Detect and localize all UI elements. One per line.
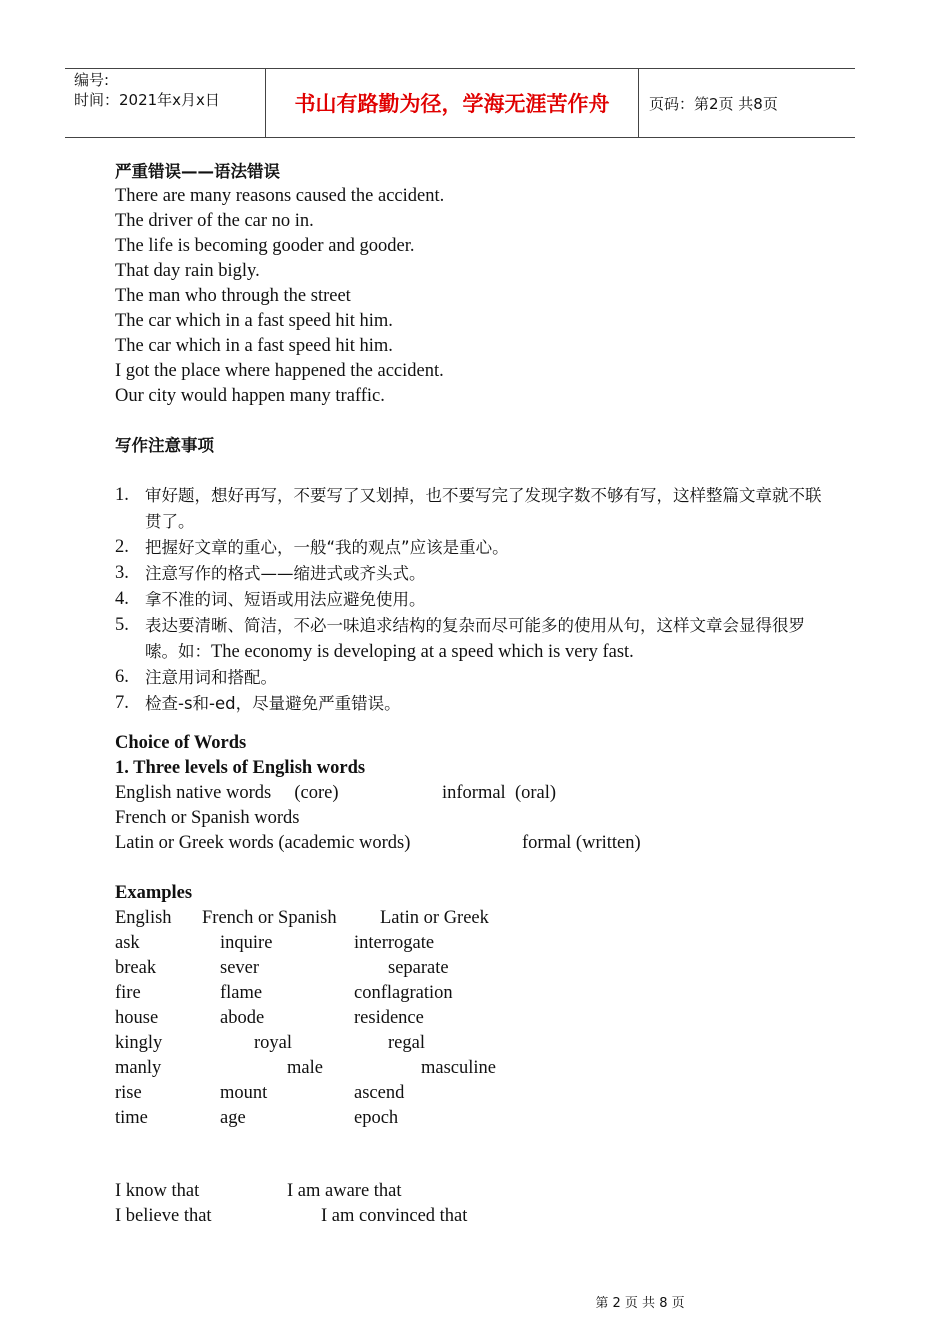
item-text: 注意写作的格式——缩进式或齐头式。 [145,564,426,583]
item-text: 拿不准的词、短语或用法应避免使用。 [145,590,426,609]
level-left: French or Spanish words [115,808,300,828]
english-word: manly [115,1058,162,1078]
serial-label: 编号: [74,71,110,89]
example-row [115,1031,815,1056]
grammar-line: There are many reasons caused the accident. [115,186,445,206]
item-number: 2. [115,537,129,557]
page-footer: 第 2 页 共 8 页 [595,1296,685,1311]
plain-phrase: I believe that [115,1206,212,1226]
column-header: French or Spanish [202,908,337,928]
example-row [115,931,815,956]
example-row [115,956,815,981]
english-word: time [115,1108,148,1128]
list-item [115,483,835,535]
level-row [115,831,815,856]
english-word: break [115,958,157,978]
latin-greek-word: regal [388,1033,425,1053]
item-number: 5. [115,615,129,635]
item-number: 7. [115,693,129,713]
english-word: rise [115,1083,142,1103]
latin-greek-word: conflagration [354,983,453,1003]
page-header [65,68,855,138]
french-spanish-word: age [220,1108,246,1128]
item-number: 4. [115,589,129,609]
english-word: ask [115,933,140,953]
item-number: 6. [115,667,129,687]
example-row [115,1006,815,1031]
phrases-section [115,1179,815,1229]
examples-header-row [115,906,815,931]
grammar-line: Our city would happen many traffic. [115,386,385,406]
english-word: fire [115,983,141,1003]
latin-greek-word: interrogate [354,933,435,953]
examples-section [115,881,815,1131]
list-item [115,691,835,717]
latin-greek-word: masculine [421,1058,497,1078]
french-spanish-word: male [287,1058,323,1078]
header-info-cell [65,69,266,137]
grammar-line: The driver of the car no in. [115,211,314,231]
list-item [115,561,835,587]
examples-title: Examples [115,883,193,903]
grammar-line: That day rain bigly. [115,261,260,281]
choice-subtitle: 1. Three levels of English words [115,758,366,778]
choice-title: Choice of Words [115,733,247,753]
french-spanish-word: flame [220,983,263,1003]
level-row [115,781,815,806]
latin-greek-word: separate [388,958,449,978]
item-text: 检查-s和-ed，尽量避免严重错误。 [145,694,401,713]
grammar-line: The car which in a fast speed hit him. [115,311,393,331]
item-text [145,616,805,661]
example-row [115,981,815,1006]
french-spanish-word: mount [220,1083,268,1103]
level-left: English native words (core) [115,783,339,803]
grammar-line: The car which in a fast speed hit him. [115,336,393,356]
phrase-row [115,1179,815,1204]
latin-greek-word: ascend [354,1083,405,1103]
item-example-sentence: The economy is developing at a speed which is very fast. [211,642,634,662]
grammar-line: The man who through the street [115,286,351,306]
level-right: informal (oral) [442,783,557,803]
time-label: 时间：2021年x月x日 [74,91,220,109]
french-spanish-word: sever [220,958,260,978]
column-header: Latin or Greek [380,908,489,928]
example-row [115,1056,815,1081]
item-number: 1. [115,485,129,505]
latin-greek-word: epoch [354,1108,399,1128]
example-row [115,1106,815,1131]
item-text: 审好题，想好再写，不要写了又划掉，也不要写完了发现字数不够有写，这样整篇文章就不联贯了。 [145,486,822,531]
header-motto: 书山有路勤为径，学海无涯苦作舟 [266,69,639,137]
level-right: formal (written) [522,833,641,853]
grammar-section-title: 严重错误——语法错误 [115,162,280,181]
item-text: 把握好文章的重心，一般“我的观点”应该是重心。 [145,538,509,557]
item-text: 注意用词和搭配。 [145,668,277,687]
notes-list [115,483,835,717]
formal-phrase: I am aware that [287,1181,402,1201]
example-row [115,1081,815,1106]
header-page-info: 页码：第2页 共8页 [649,94,778,113]
formal-phrase: I am convinced that [321,1206,468,1226]
item-text-zh: 表达要清晰、简洁，不必一味追求结构的复杂而尽可能多的使用从句，这样文章会显得很罗嗦。如： [145,616,805,661]
column-header: English [115,908,172,928]
english-word: kingly [115,1033,163,1053]
list-item [115,587,835,613]
grammar-errors-section [115,159,444,409]
french-spanish-word: abode [220,1008,265,1028]
list-item [115,535,835,561]
level-left: Latin or Greek words (academic words) [115,833,411,853]
french-spanish-word: inquire [220,933,273,953]
phrase-row [115,1204,815,1229]
grammar-line: I got the place where happened the accident. [115,361,444,381]
level-row [115,806,815,831]
item-number: 3. [115,563,129,583]
list-item [115,665,835,691]
french-spanish-word: royal [254,1033,293,1053]
latin-greek-word: residence [354,1008,424,1028]
list-item [115,613,835,665]
notes-section-title: 写作注意事项 [115,436,214,455]
choice-of-words-section [115,731,815,856]
plain-phrase: I know that [115,1181,200,1201]
english-word: house [115,1008,159,1028]
grammar-line: The life is becoming gooder and gooder. [115,236,415,256]
